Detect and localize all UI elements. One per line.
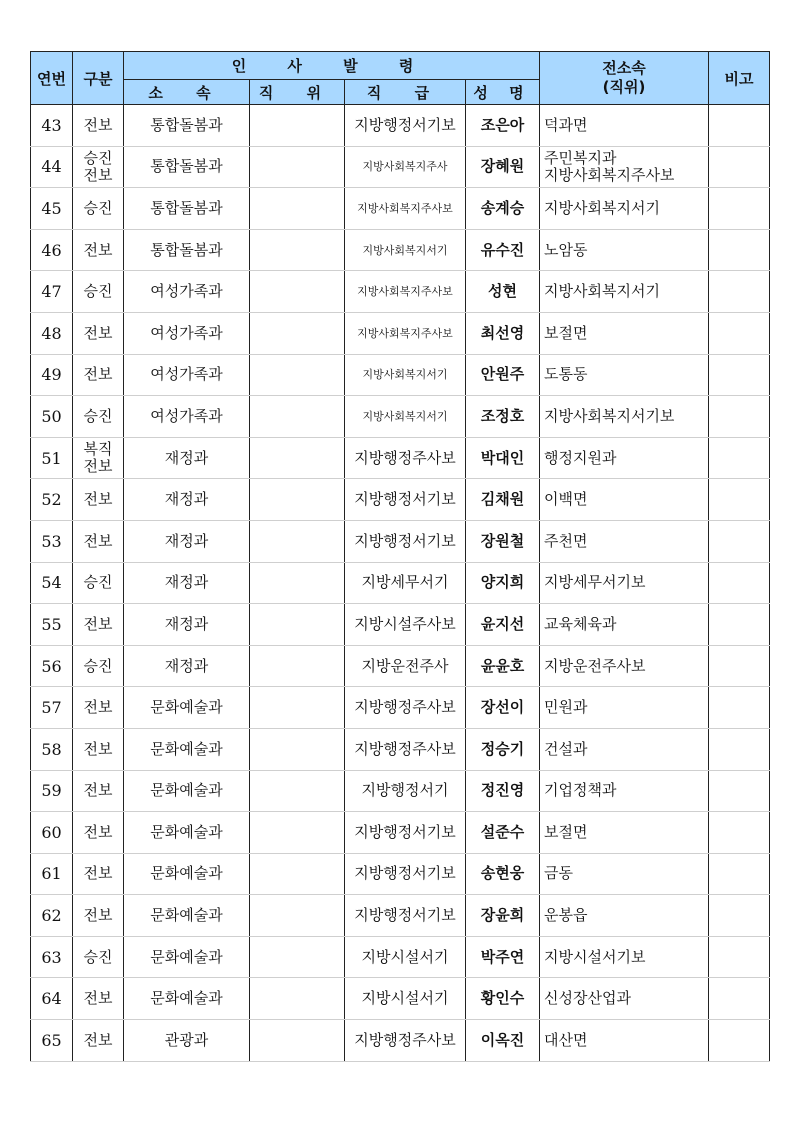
cell-type: 전보 [73, 770, 124, 812]
cell-no: 62 [31, 895, 73, 937]
cell-previous: 지방사회복지서기 [540, 188, 709, 230]
cell-note [709, 562, 770, 604]
cell-position [250, 728, 345, 770]
cell-type: 전보 [73, 105, 124, 147]
table-row [31, 645, 770, 687]
cell-name: 정진영 [466, 770, 540, 812]
cell-note [709, 687, 770, 729]
cell-type: 승진 [73, 562, 124, 604]
cell-dept: 문화예술과 [124, 853, 250, 895]
cell-previous: 보절면 [540, 312, 709, 354]
cell-name: 황인수 [466, 978, 540, 1020]
cell-previous: 주천면 [540, 520, 709, 562]
cell-dept: 관광과 [124, 1020, 250, 1062]
table-row [31, 812, 770, 854]
cell-type: 승진 [73, 396, 124, 438]
cell-note [709, 604, 770, 646]
cell-name: 유수진 [466, 229, 540, 271]
table-row [31, 146, 770, 188]
cell-type: 복직 전보 [73, 437, 124, 479]
cell-position [250, 853, 345, 895]
cell-dept: 문화예술과 [124, 978, 250, 1020]
cell-grade: 지방시설서기 [345, 936, 466, 978]
cell-name: 성현 [466, 271, 540, 313]
cell-note [709, 354, 770, 396]
cell-position [250, 437, 345, 479]
header-appointment: 인 사 발 령 [124, 52, 540, 80]
cell-name: 윤윤호 [466, 645, 540, 687]
cell-note [709, 770, 770, 812]
table-row [31, 105, 770, 147]
cell-position [250, 105, 345, 147]
cell-note [709, 188, 770, 230]
cell-name: 장선이 [466, 687, 540, 729]
cell-no: 45 [31, 188, 73, 230]
cell-name: 송현웅 [466, 853, 540, 895]
cell-grade: 지방행정주사보 [345, 687, 466, 729]
cell-type: 전보 [73, 853, 124, 895]
personnel-table [30, 51, 770, 1062]
cell-type: 전보 [73, 312, 124, 354]
cell-position [250, 604, 345, 646]
header-no: 연번 [31, 52, 73, 105]
cell-grade: 지방행정주사보 [345, 437, 466, 479]
cell-dept: 통합돌봄과 [124, 105, 250, 147]
cell-position [250, 562, 345, 604]
cell-no: 47 [31, 271, 73, 313]
cell-name: 장윤희 [466, 895, 540, 937]
cell-note [709, 271, 770, 313]
cell-grade: 지방행정서기보 [345, 853, 466, 895]
cell-dept: 재정과 [124, 479, 250, 521]
cell-type: 승진 전보 [73, 146, 124, 188]
cell-note [709, 229, 770, 271]
table-row [31, 437, 770, 479]
cell-note [709, 312, 770, 354]
cell-note [709, 812, 770, 854]
cell-note [709, 895, 770, 937]
cell-no: 61 [31, 853, 73, 895]
cell-dept: 재정과 [124, 562, 250, 604]
cell-previous: 행정지원과 [540, 437, 709, 479]
cell-name: 안원주 [466, 354, 540, 396]
cell-previous: 교육체육과 [540, 604, 709, 646]
cell-dept: 여성가족과 [124, 396, 250, 438]
header-position: 직 위 [250, 80, 345, 105]
table-row [31, 604, 770, 646]
cell-dept: 문화예술과 [124, 895, 250, 937]
cell-position [250, 936, 345, 978]
cell-no: 52 [31, 479, 73, 521]
cell-position [250, 895, 345, 937]
cell-name: 박주연 [466, 936, 540, 978]
table-row [31, 1020, 770, 1062]
table-row [31, 520, 770, 562]
table-body [31, 105, 770, 1062]
cell-grade: 지방사회복지서기 [345, 354, 466, 396]
table-row [31, 728, 770, 770]
table-row [31, 188, 770, 230]
table-row [31, 895, 770, 937]
cell-dept: 문화예술과 [124, 728, 250, 770]
table-row [31, 312, 770, 354]
cell-note [709, 853, 770, 895]
cell-previous: 노암동 [540, 229, 709, 271]
cell-note [709, 978, 770, 1020]
cell-dept: 재정과 [124, 645, 250, 687]
cell-dept: 문화예술과 [124, 687, 250, 729]
cell-previous: 운봉읍 [540, 895, 709, 937]
cell-type: 전보 [73, 895, 124, 937]
cell-name: 송계승 [466, 188, 540, 230]
cell-dept: 재정과 [124, 604, 250, 646]
cell-name: 박대인 [466, 437, 540, 479]
cell-previous: 기업정책과 [540, 770, 709, 812]
cell-dept: 문화예술과 [124, 936, 250, 978]
cell-note [709, 520, 770, 562]
cell-grade: 지방사회복지주사보 [345, 271, 466, 313]
cell-grade: 지방사회복지서기 [345, 396, 466, 438]
cell-type: 전보 [73, 812, 124, 854]
cell-note [709, 1020, 770, 1062]
cell-position [250, 520, 345, 562]
header-name: 성 명 [466, 80, 540, 105]
cell-note [709, 728, 770, 770]
cell-position [250, 146, 345, 188]
header-note: 비고 [709, 52, 770, 105]
cell-type: 전보 [73, 479, 124, 521]
table-row [31, 479, 770, 521]
cell-position [250, 354, 345, 396]
cell-type: 전보 [73, 728, 124, 770]
cell-previous: 민원과 [540, 687, 709, 729]
cell-no: 60 [31, 812, 73, 854]
cell-position [250, 978, 345, 1020]
cell-position [250, 229, 345, 271]
cell-grade: 지방행정서기보 [345, 895, 466, 937]
cell-position [250, 396, 345, 438]
cell-name: 양지희 [466, 562, 540, 604]
cell-position [250, 312, 345, 354]
cell-position [250, 687, 345, 729]
cell-dept: 여성가족과 [124, 271, 250, 313]
cell-grade: 지방시설서기 [345, 978, 466, 1020]
cell-grade: 지방사회복지주사보 [345, 188, 466, 230]
cell-no: 63 [31, 936, 73, 978]
cell-name: 이옥진 [466, 1020, 540, 1062]
cell-previous: 건설과 [540, 728, 709, 770]
cell-previous: 금동 [540, 853, 709, 895]
cell-previous: 지방세무서기보 [540, 562, 709, 604]
cell-grade: 지방행정서기보 [345, 479, 466, 521]
cell-no: 44 [31, 146, 73, 188]
cell-grade: 지방운전주사 [345, 645, 466, 687]
cell-note [709, 645, 770, 687]
table-row [31, 354, 770, 396]
cell-name: 정승기 [466, 728, 540, 770]
cell-dept: 통합돌봄과 [124, 188, 250, 230]
cell-name: 조정호 [466, 396, 540, 438]
cell-position [250, 479, 345, 521]
cell-type: 전보 [73, 604, 124, 646]
cell-previous: 지방시설서기보 [540, 936, 709, 978]
header-grade: 직 급 [345, 80, 466, 105]
table-row [31, 853, 770, 895]
cell-grade: 지방세무서기 [345, 562, 466, 604]
cell-no: 49 [31, 354, 73, 396]
cell-dept: 문화예술과 [124, 812, 250, 854]
cell-previous: 지방사회복지서기보 [540, 396, 709, 438]
cell-grade: 지방행정서기보 [345, 812, 466, 854]
table-row [31, 978, 770, 1020]
table-row [31, 687, 770, 729]
cell-name: 최선영 [466, 312, 540, 354]
cell-no: 56 [31, 645, 73, 687]
cell-note [709, 437, 770, 479]
cell-type: 전보 [73, 520, 124, 562]
cell-no: 54 [31, 562, 73, 604]
cell-grade: 지방행정서기보 [345, 520, 466, 562]
cell-dept: 문화예술과 [124, 770, 250, 812]
header-type: 구분 [73, 52, 124, 105]
cell-dept: 재정과 [124, 437, 250, 479]
cell-no: 57 [31, 687, 73, 729]
table-row [31, 770, 770, 812]
header-dept: 소 속 [124, 80, 250, 105]
cell-position [250, 188, 345, 230]
table-row [31, 936, 770, 978]
cell-no: 50 [31, 396, 73, 438]
cell-no: 65 [31, 1020, 73, 1062]
cell-type: 승진 [73, 271, 124, 313]
cell-grade: 지방사회복지주사 [345, 146, 466, 188]
cell-name: 김채원 [466, 479, 540, 521]
cell-grade: 지방시설주사보 [345, 604, 466, 646]
cell-previous: 이백면 [540, 479, 709, 521]
cell-no: 43 [31, 105, 73, 147]
cell-previous: 신성장산업과 [540, 978, 709, 1020]
cell-position [250, 770, 345, 812]
cell-grade: 지방행정주사보 [345, 728, 466, 770]
cell-previous: 도통동 [540, 354, 709, 396]
cell-name: 장원철 [466, 520, 540, 562]
cell-grade: 지방행정서기 [345, 770, 466, 812]
cell-type: 전보 [73, 1020, 124, 1062]
cell-previous: 보절면 [540, 812, 709, 854]
header-previous: 전소속 (직위) [540, 52, 709, 105]
cell-no: 51 [31, 437, 73, 479]
cell-name: 설준수 [466, 812, 540, 854]
cell-no: 53 [31, 520, 73, 562]
cell-type: 전보 [73, 354, 124, 396]
cell-note [709, 146, 770, 188]
cell-note [709, 105, 770, 147]
table-row [31, 271, 770, 313]
cell-previous: 지방운전주사보 [540, 645, 709, 687]
cell-type: 전보 [73, 229, 124, 271]
cell-type: 전보 [73, 978, 124, 1020]
cell-dept: 재정과 [124, 520, 250, 562]
cell-type: 전보 [73, 687, 124, 729]
cell-grade: 지방사회복지주사보 [345, 312, 466, 354]
cell-grade: 지방행정주사보 [345, 1020, 466, 1062]
cell-note [709, 936, 770, 978]
table-row [31, 229, 770, 271]
cell-previous: 대산면 [540, 1020, 709, 1062]
table-row [31, 562, 770, 604]
cell-position [250, 645, 345, 687]
cell-grade: 지방사회복지서기 [345, 229, 466, 271]
table-row [31, 396, 770, 438]
cell-no: 55 [31, 604, 73, 646]
cell-no: 59 [31, 770, 73, 812]
cell-dept: 여성가족과 [124, 354, 250, 396]
cell-position [250, 271, 345, 313]
cell-name: 장혜원 [466, 146, 540, 188]
cell-type: 승진 [73, 188, 124, 230]
cell-no: 58 [31, 728, 73, 770]
cell-grade: 지방행정서기보 [345, 105, 466, 147]
cell-type: 승진 [73, 936, 124, 978]
cell-previous: 덕과면 [540, 105, 709, 147]
cell-name: 윤지선 [466, 604, 540, 646]
cell-no: 46 [31, 229, 73, 271]
cell-no: 48 [31, 312, 73, 354]
cell-dept: 통합돌봄과 [124, 146, 250, 188]
cell-note [709, 396, 770, 438]
cell-position [250, 1020, 345, 1062]
cell-previous: 주민복지과 지방사회복지주사보 [540, 146, 709, 188]
cell-no: 64 [31, 978, 73, 1020]
cell-name: 조은아 [466, 105, 540, 147]
cell-previous: 지방사회복지서기 [540, 271, 709, 313]
cell-type: 승진 [73, 645, 124, 687]
cell-dept: 여성가족과 [124, 312, 250, 354]
cell-dept: 통합돌봄과 [124, 229, 250, 271]
cell-note [709, 479, 770, 521]
cell-position [250, 812, 345, 854]
